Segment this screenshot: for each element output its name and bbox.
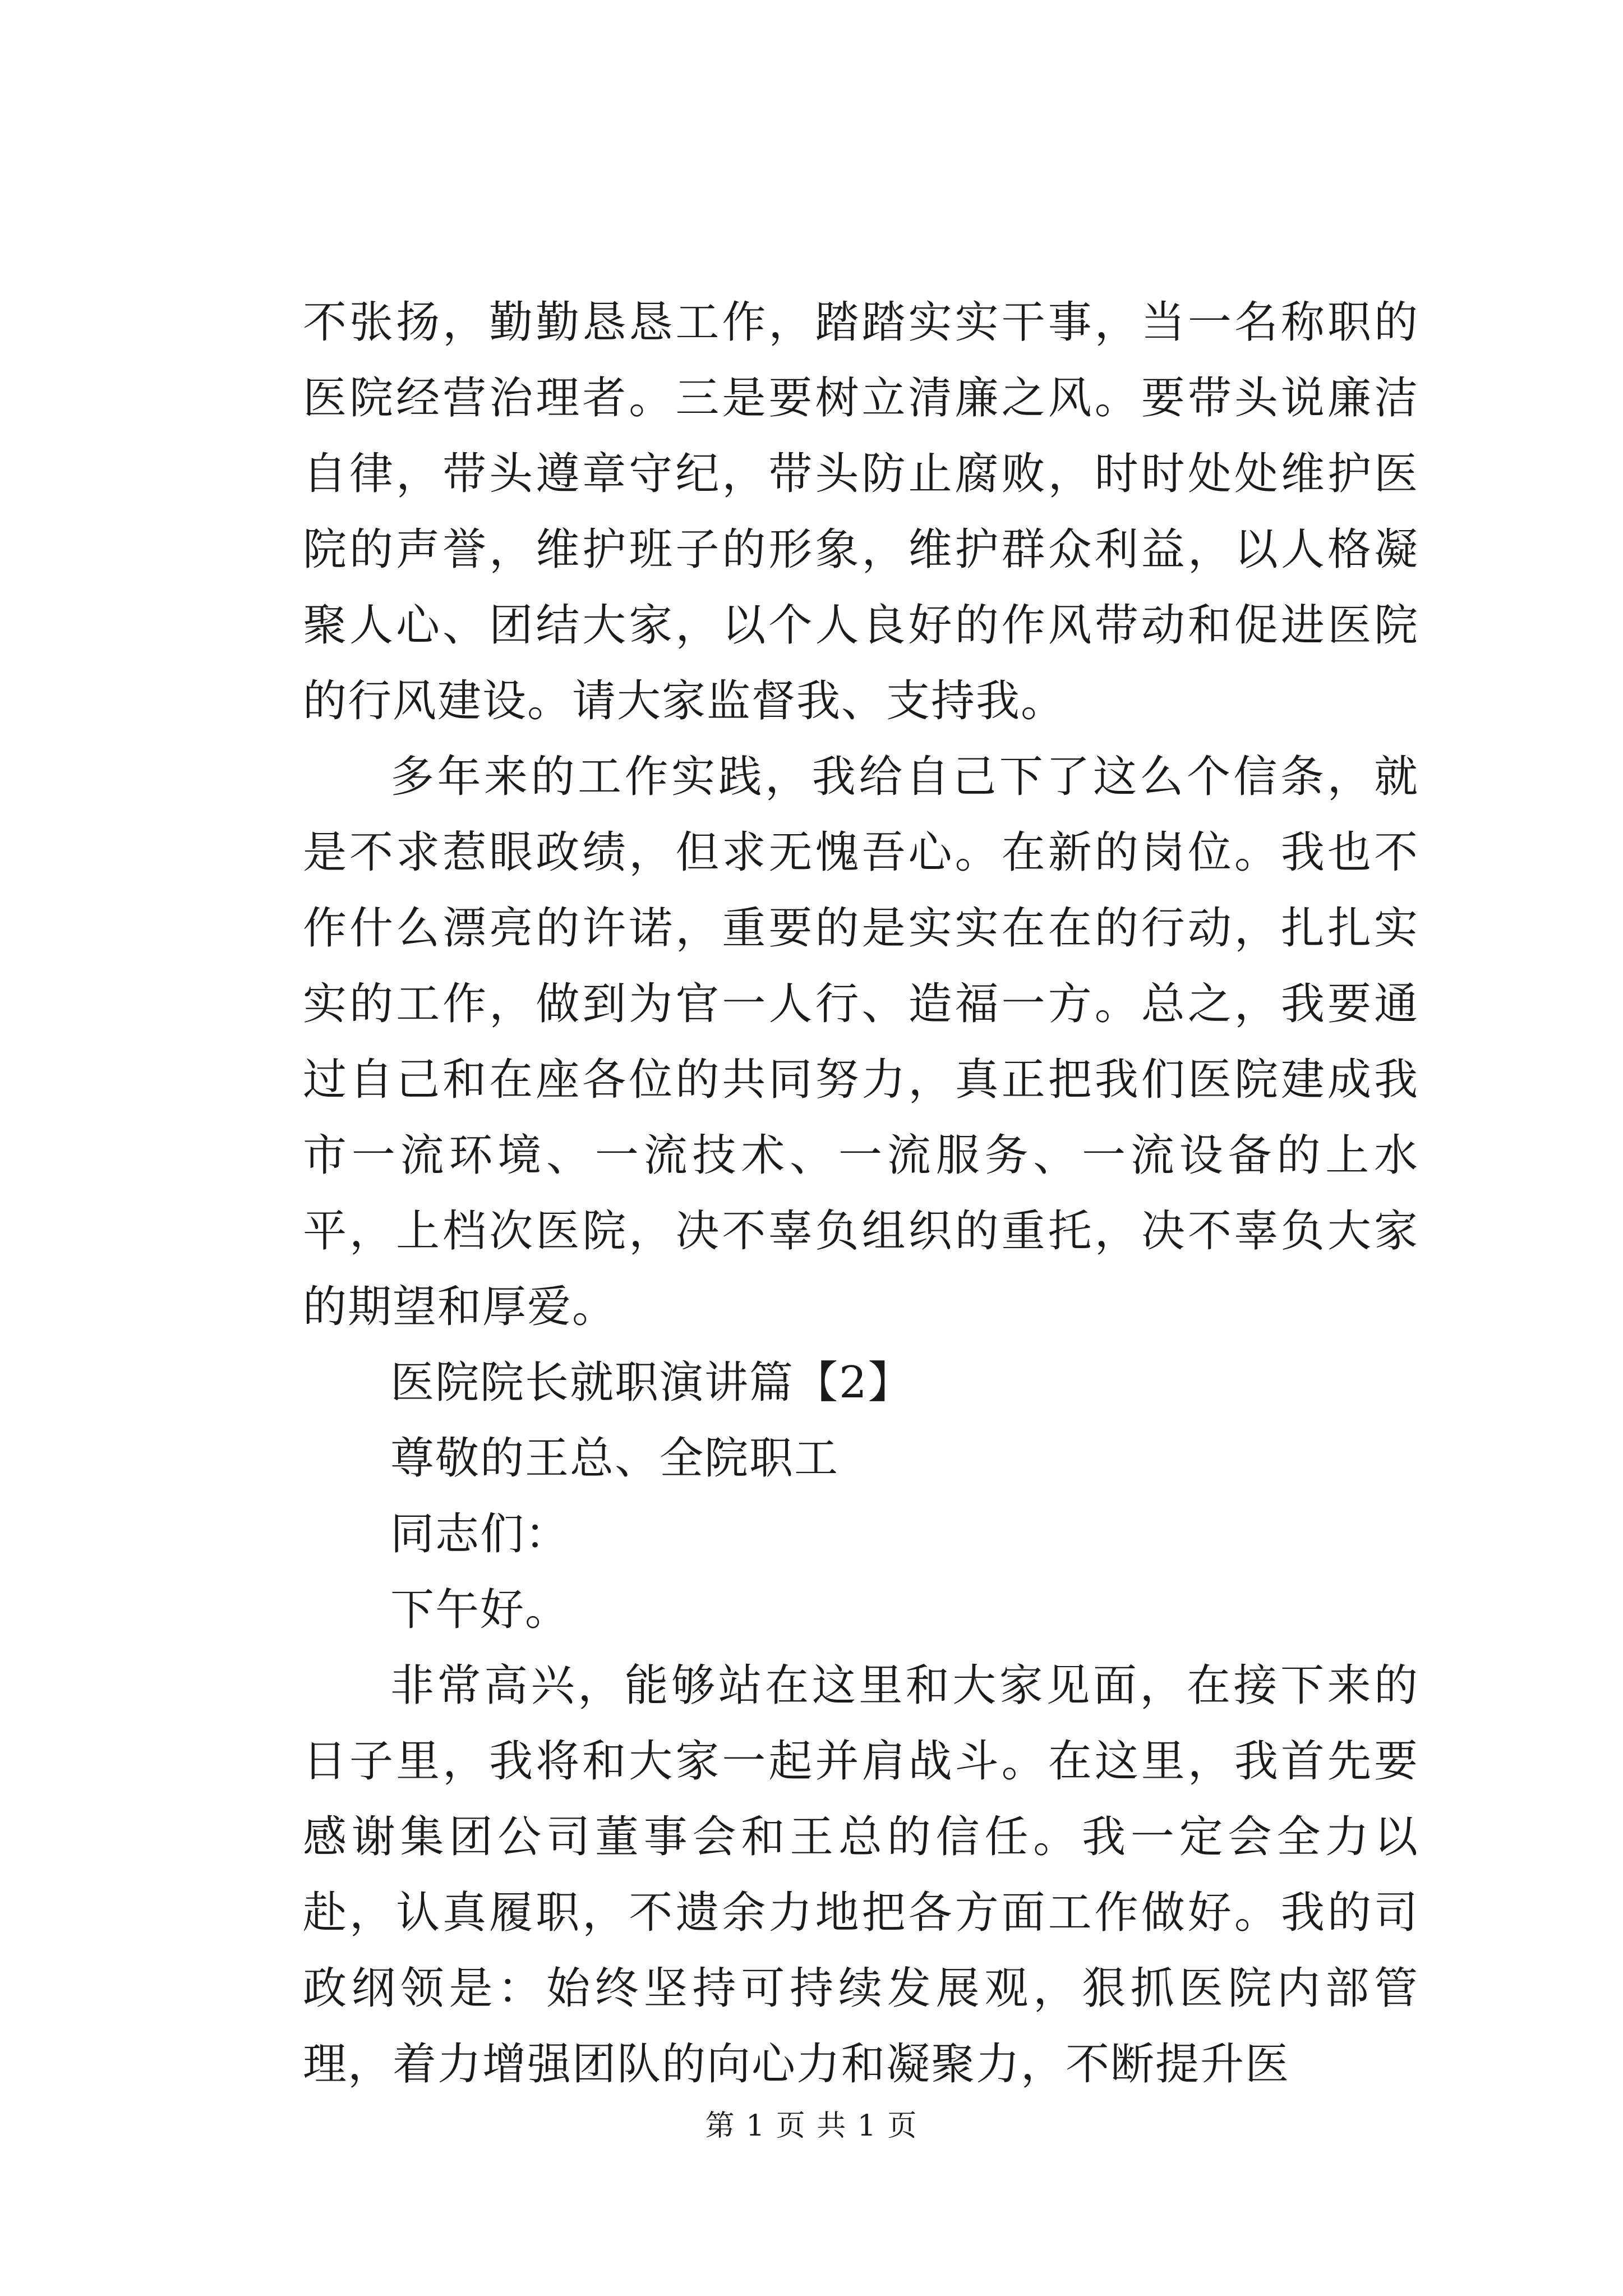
salutation: 尊敬的王总、全院职工 <box>390 1433 840 1484</box>
section-heading: 医院院长就职演讲篇【2】 <box>390 1358 913 1408</box>
salutation-comrades: 同志们： <box>390 1509 570 1559</box>
greeting: 下午好。 <box>390 1585 570 1635</box>
paragraph-work-practice: 多年来的工作实践，我给自己下了这么个信条，就是不求惹眼政绩，但求无愧吾心。在新的岗位。我也不作什么漂亮的许诺，重要的是实实在在的行动，扎扎实实的工作，做到为官一人行、造福一方。总之，我要通过自己和在座各位的共同努力，真正把我们医院建成我市一流环境、一流技术、一流服务、一流设备的上水平，上档次医院，决不辜负组织的重托，决不辜负大家的期望和厚爱。 <box>303 752 1419 1332</box>
paragraph-opening: 非常高兴，能够站在这里和大家见面，在接下来的日子里，我将和大家一起并肩战斗。在这里，我首先要感谢集团公司董事会和王总的信任。我一定会全力以赴，认真履职，不遗余力地把各方面工作做好。我的司政纲领是：始终坚持可持续发展观，狠抓医院内部管理，着力增强团队的向心力和凝聚力，不断提升医 <box>303 1660 1419 2090</box>
document-body <box>303 285 1419 2102</box>
page-footer: 第 1 页 共 1 页 <box>705 2109 918 2143</box>
paragraph-continuation: 不张扬，勤勤恳恳工作，踏踏实实干事，当一名称职的医院经营治理者。三是要树立清廉之风。要带头说廉洁自律，带头遵章守纪，带头防止腐败，时时处处维护医院的声誉，维护班子的形象，维护群众利益，以人格凝聚人心、团结大家，以个人良好的作风带动和促进医院的行风建设。请大家监督我、支持我。 <box>303 297 1419 726</box>
